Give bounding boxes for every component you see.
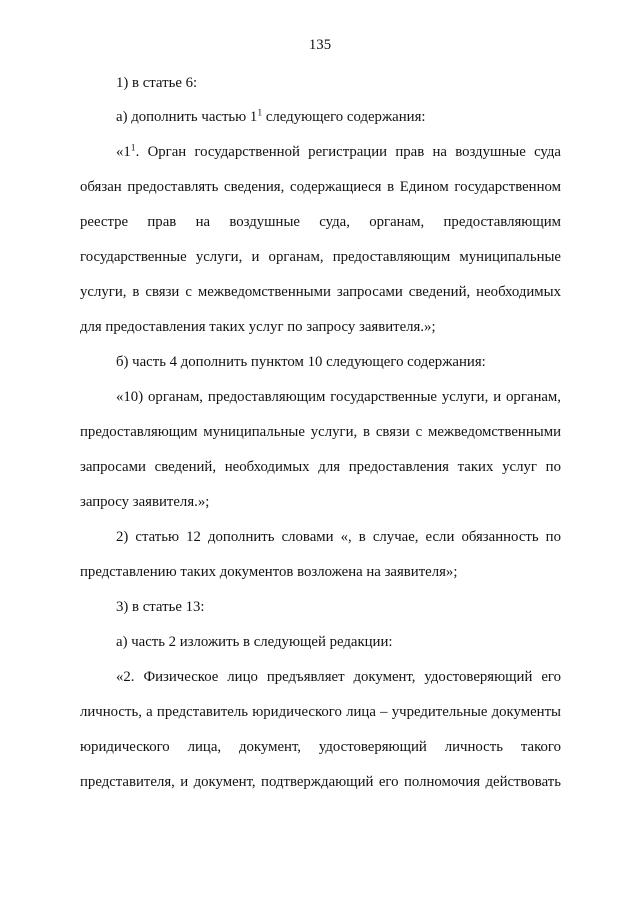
text-segment: . Орган государственной регистрации прав на воздушные суда (135, 144, 561, 161)
text-line: для предоставления таких услуг по запросу заявителя.»; (80, 319, 436, 336)
paragraph-item-1 (80, 66, 561, 101)
text-line: юридического лица, документ, удостоверяющий личность такого (80, 738, 561, 755)
paragraph-item-3 (80, 590, 561, 625)
paragraph-item-1a (80, 100, 561, 135)
text-segment: следующего содержания: (262, 109, 426, 126)
text-line: 3) в статье 13: (116, 598, 205, 615)
text-segment: а) дополнить частью 1 (116, 109, 258, 126)
text-line: запросу заявителя.»; (80, 493, 210, 510)
text-line: а) часть 2 изложить в следующей редакции: (116, 633, 393, 650)
text-line (80, 135, 561, 170)
paragraph-quote-part-2 (80, 660, 561, 800)
text-line: б) часть 4 дополнить пунктом 10 следующего содержания: (116, 354, 486, 371)
text-line: государственные услуги, и органам, предоставляющим муниципальные (80, 249, 561, 266)
text-line: запросами сведений, необходимых для предоставления таких услуг по (80, 458, 561, 475)
paragraph-item-1b (80, 345, 561, 380)
text-line: личность, а представитель юридического лица – учредительные документы (80, 703, 561, 720)
text-line: «2. Физическое лицо предъявляет документ, удостоверяющий его (116, 668, 561, 685)
text-line: представлению таких документов возложена на заявителя»; (80, 563, 458, 580)
superscript: 1 (257, 108, 263, 120)
text-line: услуги, в связи с межведомственными запросами сведений, необходимых (80, 284, 561, 301)
text-line (80, 100, 561, 135)
paragraph-item-3a (80, 625, 561, 660)
text-segment: «1 (116, 144, 131, 161)
paragraph-item-2 (80, 520, 561, 590)
page-number: 135 (308, 37, 332, 53)
document-text (80, 66, 561, 800)
superscript: 1 (130, 143, 136, 155)
paragraph-quote-part-1-1 (80, 135, 561, 345)
text-line: 1) в статье 6: (116, 74, 198, 91)
paragraph-quote-point-10 (80, 380, 561, 520)
text-line: предоставляющим муниципальные услуги, в связи с межведомственными (80, 424, 561, 441)
text-line: обязан предоставлять сведения, содержащиеся в Едином государственном (80, 179, 561, 196)
text-line: «10) органам, предоставляющим государственные услуги, и органам, (116, 389, 561, 406)
text-line: 2) статью 12 дополнить словами «, в случае, если обязанность по (116, 528, 561, 545)
text-line: реестре прав на воздушные суда, органам, предоставляющим (80, 214, 561, 231)
text-line: представителя, и документ, подтверждающий его полномочия действовать (80, 773, 561, 790)
